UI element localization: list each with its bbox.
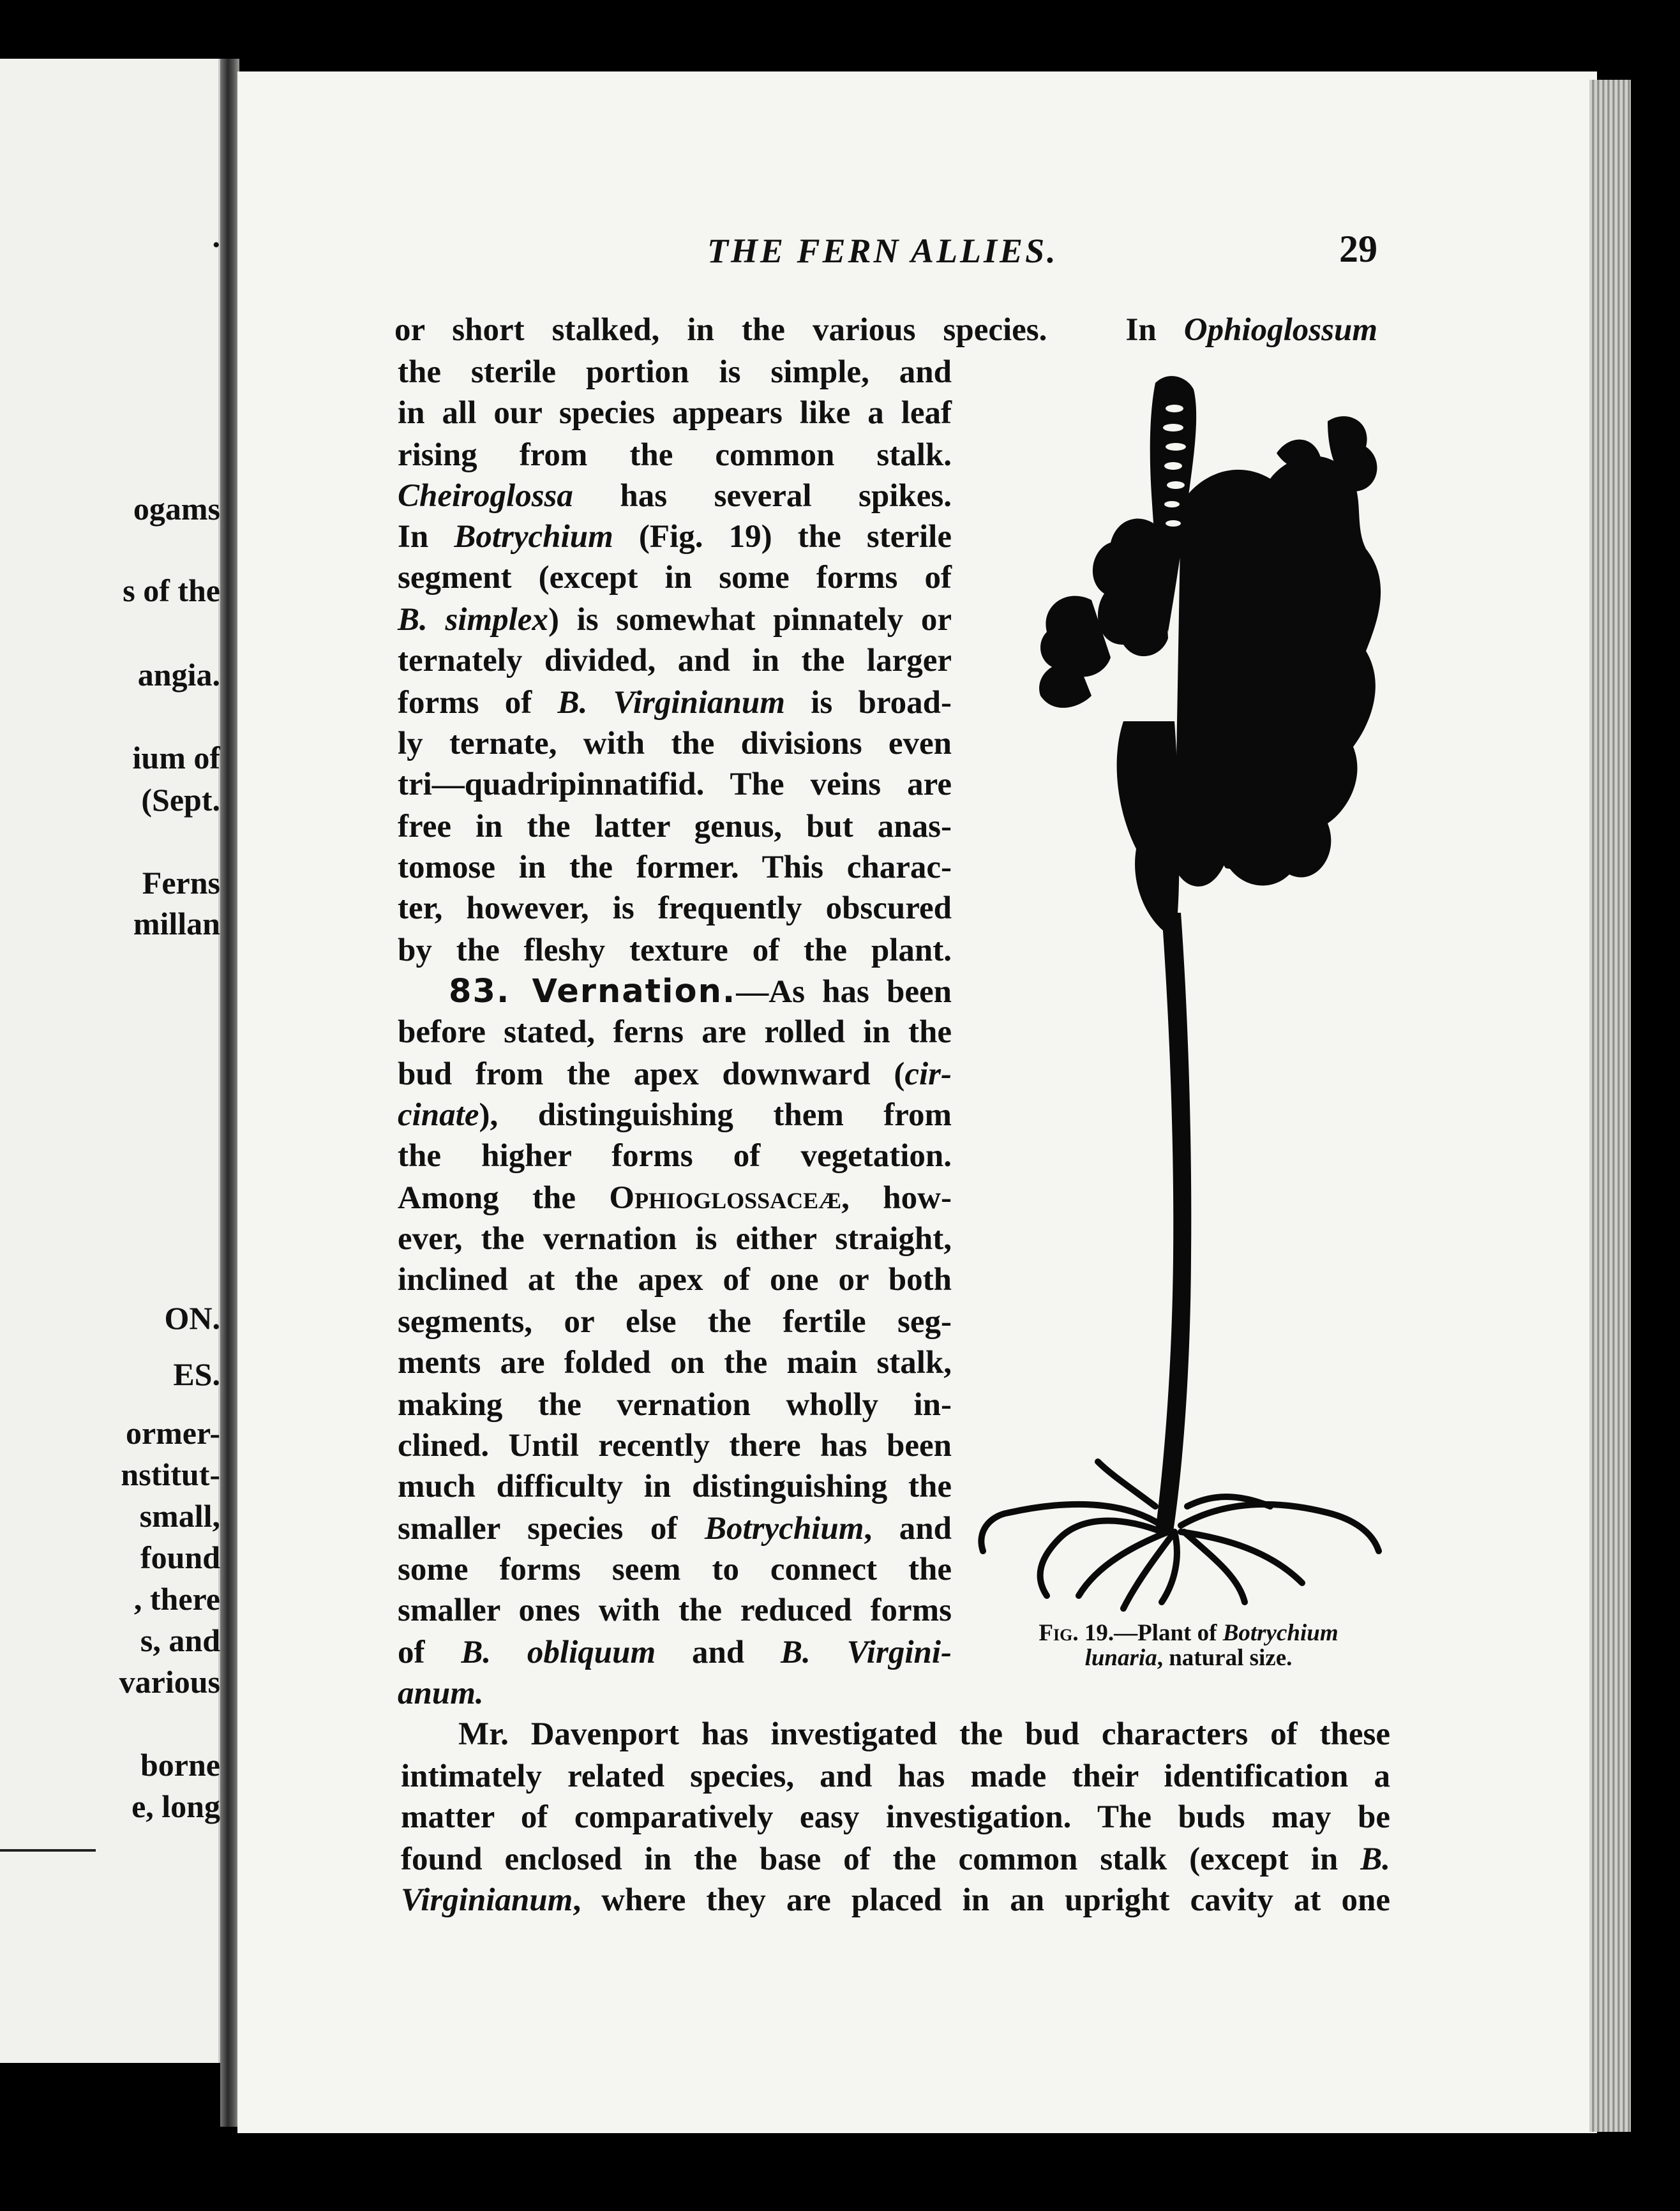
text-line: ter, however, is frequently obscured — [398, 890, 952, 926]
text-line: In Botrychium (Fig. 19) the sterile — [398, 519, 952, 555]
left-page-fragment: various — [119, 1664, 220, 1700]
text-line: cinate), distinguishing them from — [398, 1097, 952, 1133]
text-line: ever, the vernation is either straight, — [398, 1221, 952, 1257]
text-line: the higher forms of vegetation. — [398, 1138, 952, 1174]
text-line: forms of B. Virginianum is broad- — [398, 685, 952, 721]
page-number: 29 — [1339, 228, 1377, 270]
left-page-fragment: ON. — [164, 1300, 220, 1336]
left-page-fragment: ogams — [133, 491, 220, 527]
text-line: smaller species of Botrychium, and — [398, 1511, 952, 1547]
text-line: matter of comparatively easy investigation. The buds may be — [401, 1799, 1390, 1835]
left-page-fragment: millan — [133, 906, 220, 941]
text-line: segment (except in some forms of — [398, 560, 952, 596]
text-line: some forms seem to connect the — [398, 1552, 952, 1587]
left-page-rule — [0, 1849, 96, 1852]
text-line: B. simplex) is somewhat pinnately or — [398, 602, 952, 638]
left-page-fragment: ES. — [173, 1356, 220, 1392]
figure-caption: Fig. 19.—Plant of Botrychium lunaria, natural size. — [1039, 1620, 1339, 1671]
text-line: found enclosed in the base of the common stalk (except in B. — [401, 1841, 1390, 1877]
left-page-fragment: s, and — [140, 1623, 220, 1658]
text-line: bud from the apex downward (cir- — [398, 1056, 952, 1092]
text-line: Cheiroglossa has several spikes. — [398, 478, 952, 514]
text-line: inclined at the apex of one or both — [398, 1262, 952, 1298]
text-line: the sterile portion is simple, and — [398, 354, 952, 390]
text-line: Virginianum, where they are placed in an upright cavity at one — [401, 1882, 1390, 1918]
text-line: tri—quadripinnatifid. The veins are — [398, 767, 952, 802]
left-page-fragment: small, — [139, 1498, 220, 1534]
text-line: in all our species appears like a leaf — [398, 395, 952, 431]
left-page-fragment: Ferns — [142, 865, 220, 901]
left-page-fragment: , there — [133, 1581, 220, 1617]
text-line: ments are folded on the main stalk, — [398, 1345, 952, 1381]
text-line: ternately divided, and in the larger — [398, 643, 952, 678]
left-page-fragment: e, long — [131, 1788, 220, 1824]
left-page-fragment: found — [140, 1540, 220, 1575]
page-stack-edge — [1589, 80, 1631, 2132]
book-gutter — [220, 59, 239, 2127]
text-line: of B. obliquum and B. Virgini- — [398, 1635, 952, 1670]
left-page-fragment: s of the — [123, 573, 220, 608]
text-line: smaller ones with the reduced forms — [398, 1593, 952, 1628]
left-page-fragment: angia. — [137, 657, 220, 693]
text-line: Among the Ophioglossaceæ, how- — [398, 1180, 952, 1216]
text-line: ly ternate, with the divisions even — [398, 726, 952, 761]
running-head: THE FERN ALLIES. — [707, 232, 1058, 270]
text-line: clined. Until recently there has been — [398, 1428, 952, 1464]
left-page-fragment: nstitut- — [121, 1457, 220, 1492]
text-line: free in the latter genus, but anas- — [398, 809, 952, 844]
text-line: rising from the common stalk. — [398, 437, 952, 473]
text-line: tomose in the former. This charac- — [398, 850, 952, 885]
text-line: segments, or else the fertile seg- — [398, 1304, 952, 1340]
left-page-fragment: . — [212, 218, 220, 254]
text-line: intimately related species, and has made their identification a — [401, 1758, 1390, 1794]
section-heading-line: 83. Vernation.—As has been — [449, 973, 952, 1010]
left-page-fragment: borne — [140, 1747, 220, 1783]
text-line: or short stalked, in the various species. In Ophioglossum — [394, 312, 1377, 348]
text-line: anum. — [398, 1675, 484, 1711]
left-page-fragment: ium of — [132, 740, 220, 776]
text-line: before stated, ferns are rolled in the — [398, 1014, 952, 1050]
left-page-fragment: (Sept. — [141, 782, 220, 818]
text-line: making the vernation wholly in- — [398, 1387, 952, 1423]
left-page-fragment: ormer- — [125, 1415, 220, 1451]
text-line: much difficulty in distinguishing the — [398, 1469, 952, 1504]
text-line: Mr. Davenport has investigated the bud characters of these — [458, 1716, 1390, 1752]
botrychium-plant-illustration — [970, 364, 1391, 1615]
text-line: by the fleshy texture of the plant. — [398, 933, 952, 968]
